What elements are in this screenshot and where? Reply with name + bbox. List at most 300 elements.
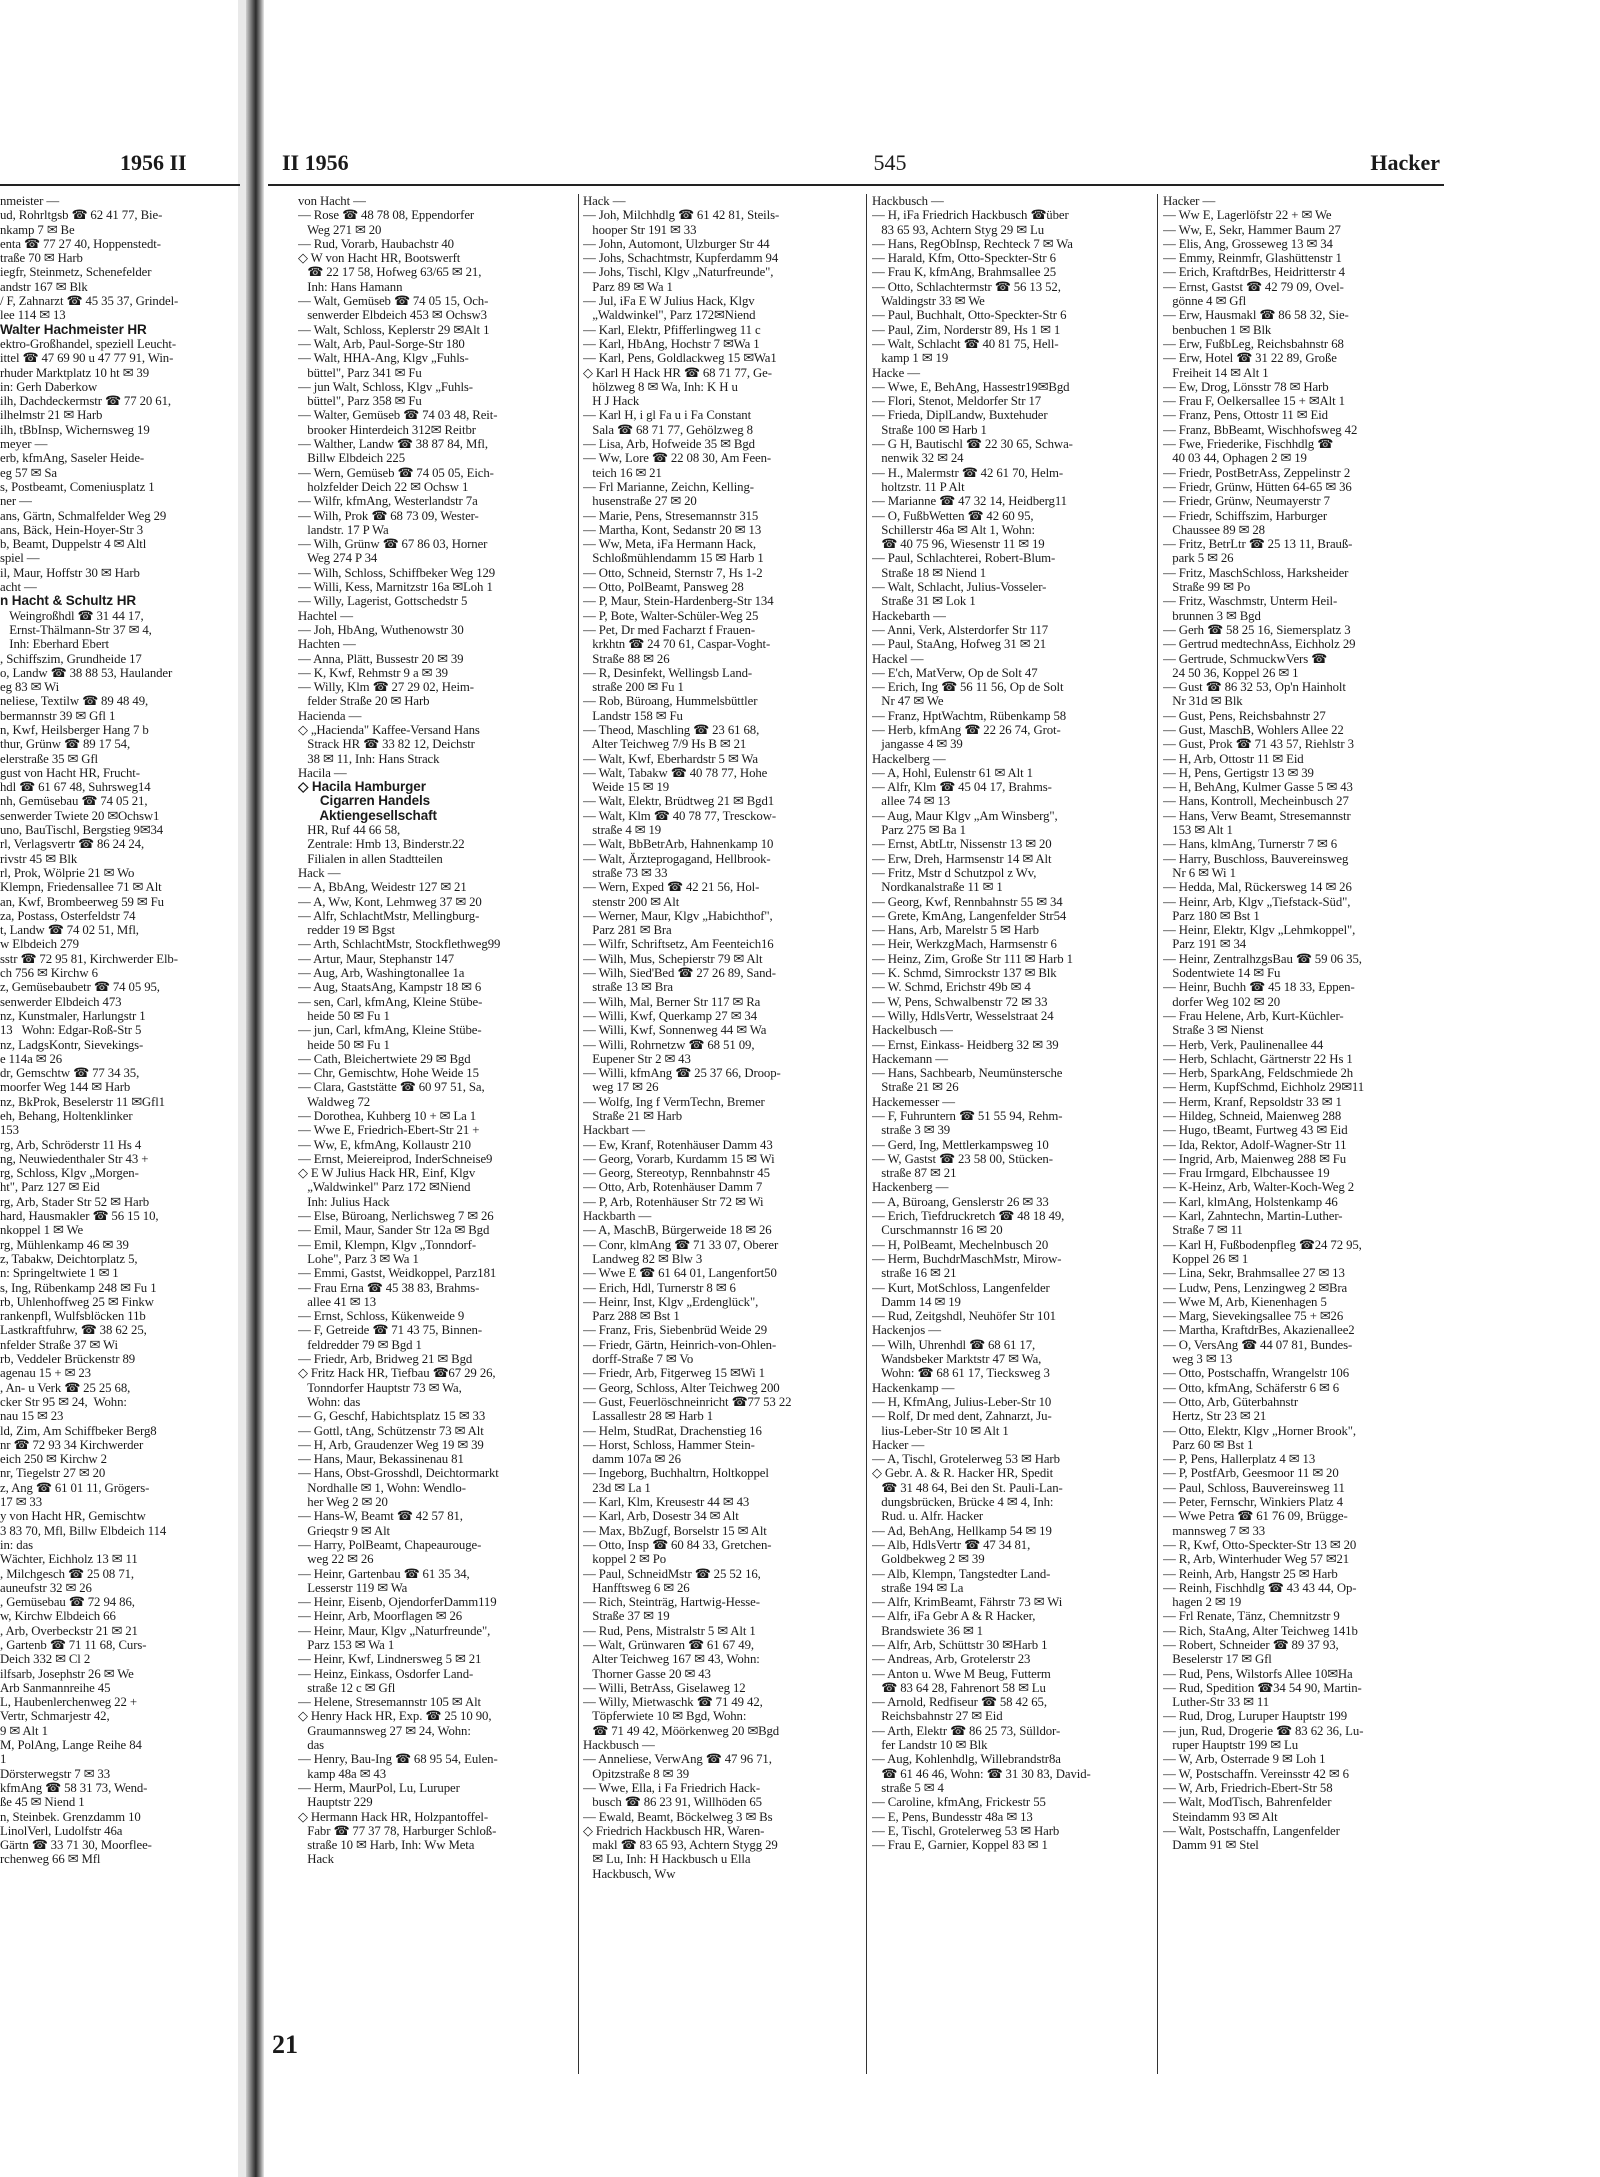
directory-entry-line: Vertr, Schmarjestr 42, [0, 1709, 110, 1724]
directory-entry-line: „Waldwinkel", Parz 172✉Niend [583, 308, 756, 323]
directory-entry-line: Nordkanalstraße 11 ✉ 1 [872, 880, 1003, 895]
directory-entry-line: Hackel — [872, 651, 924, 666]
directory-entry-line: Parz 288 ✉ Bst 1 [583, 1309, 680, 1324]
directory-entry-line: w Elbdeich 279 [0, 937, 79, 952]
directory-entry-line: Hacker — [872, 1437, 925, 1452]
directory-entry-line: il, Maur, Hoffstr 30 ✉ Harb [0, 565, 140, 580]
directory-entry-line: — Heinr, Maur, Klgv „Naturfreunde", [298, 1623, 491, 1638]
directory-entry-line: — Gust, MaschB, Wohlers Allee 22 [1163, 722, 1344, 737]
directory-entry-line: — Frau Helene, Arb, Kurt-Küchler- [1163, 1008, 1344, 1023]
directory-entry-line: — Elis, Ang, Grosseweg 13 ✉ 34 [1163, 236, 1333, 251]
directory-entry-line: — Rolf, Dr med dent, Zahnarzt, Ju- [872, 1409, 1052, 1424]
directory-entry-line: — Willy, Klm ☎ 27 29 02, Heim- [298, 680, 474, 695]
directory-entry-line: Walter Hachmeister HR [0, 321, 147, 337]
directory-entry-line: Steindamm 93 ✉ Alt [1163, 1809, 1278, 1824]
directory-column-left-page [0, 194, 238, 2114]
directory-entry-line: felder Straße 20 ✉ Harb [298, 694, 430, 709]
directory-entry-line: nfelder Straße 37 ✉ Wi [0, 1337, 118, 1352]
directory-entry-line: — Heinr, Elektr, Klgv „Lehmkoppel", [1163, 923, 1356, 938]
directory-entry-line: — Ew, Kranf, Rotenhäuser Damm 43 [583, 1137, 773, 1152]
directory-entry-line: za, Postass, Osterfeldstr 74 [0, 908, 136, 923]
directory-entry-line: — R, Kwf, Otto-Speckter-Str 13 ✉ 20 [1163, 1537, 1357, 1552]
directory-entry-line: eh, Behang, Holtenklinker [0, 1109, 133, 1123]
directory-entry-line: — Friedr, Arb, Fitgerweg 15 ✉Wi 1 [583, 1366, 765, 1381]
directory-entry-line: Parz 275 ✉ Ba 1 [872, 823, 966, 838]
directory-entry-line: Zentrale: Hmb 13, Binderstr.22 [298, 837, 465, 852]
directory-entry-line: — K. Schmd, Simrockstr 137 ✉ Blk [872, 966, 1057, 981]
directory-entry-line: — Franz, BbBeamt, Wischhofsweg 42 [1163, 422, 1358, 437]
directory-entry-line: Hacila — [298, 765, 347, 780]
directory-entry-line: in: das [0, 1537, 34, 1552]
directory-entry-line: 40 03 44, Ophagen 2 ✉ 19 [1163, 451, 1307, 466]
directory-entry-line: rg, Arb, Schröderstr 11 Hs 4 [0, 1137, 142, 1152]
directory-entry-line: gönne 4 ✉ Gfl [1163, 294, 1247, 309]
directory-entry-line: Lesserstr 119 ✉ Wa [298, 1580, 408, 1595]
directory-entry-line: — Pet, Dr med Facharzt f Frauen- [583, 622, 755, 637]
directory-entry-line: — Gerd, Ing, Mettlerkampsweg 10 [872, 1137, 1049, 1152]
directory-entry-line: weg 3 ✉ 13 [1163, 1352, 1233, 1367]
directory-entry-line: ng, Neuwiedenthaler Str 43 + [0, 1151, 149, 1166]
directory-entry-line: — Paul, SchneidMstr ☎ 25 52 16, [583, 1566, 761, 1581]
directory-entry-line: — Hans, Verw Beamt, Stresemannstr [1163, 808, 1351, 823]
directory-entry-line: Straße 37 ✉ 19 [583, 1609, 670, 1624]
column-divider [1157, 194, 1158, 2074]
directory-entry-line: — A, BbAng, Weidestr 127 ✉ 21 [298, 880, 467, 895]
directory-entry-line: — Fritz, Mstr d Schutzpol z Wv, [872, 865, 1037, 880]
directory-entry-line: hard, Hausmakler ☎ 56 15 10, [0, 1209, 159, 1224]
directory-entry-line: — H, KfmAng, Julius-Leber-Str 10 [872, 1394, 1052, 1409]
directory-entry-line: Schloßmühlendamm 15 ✉ Harb 1 [583, 551, 764, 566]
directory-entry-line: meyer — [0, 437, 48, 452]
directory-entry-line: — Cath, Bleichertwiete 29 ✉ Bgd [298, 1051, 471, 1066]
directory-entry-line: — Hans-W, Beamt ☎ 42 57 81, [298, 1509, 463, 1524]
directory-entry-line: agenau 15 + ✉ 23 [0, 1366, 91, 1381]
directory-column-3 [872, 194, 1150, 2114]
directory-entry-line: — A, Büroang, Genslerstr 26 ✉ 33 [872, 1194, 1049, 1209]
directory-entry-line: — Rud, Zeitgshdl, Neuhöfer Str 101 [872, 1309, 1056, 1324]
directory-entry-line: dorff-Straße 7 ✉ Vo [583, 1352, 694, 1367]
directory-entry-line: — Otto, Elektr, Klgv „Horner Brook", [1163, 1423, 1357, 1438]
directory-entry-line: — G H, Bautischl ☎ 22 30 65, Schwa- [872, 437, 1073, 452]
directory-entry-line: ch 756 ✉ Kirchw 6 [0, 966, 98, 981]
directory-entry-line: — Gust, Pens, Reichsbahnstr 27 [1163, 708, 1326, 723]
directory-entry-line: — Wilh, Prok ☎ 68 73 09, Wester- [298, 508, 479, 523]
directory-column-4 [1163, 194, 1438, 2114]
directory-entry-line: ☎ 40 75 96, Wiesenstr 11 ✉ 19 [872, 537, 1045, 552]
directory-entry-line: — Ernst, Gastst ☎ 42 79 09, Ovel- [1163, 279, 1344, 294]
directory-entry-line: — Rud, Drog, Luruper Hauptstr 199 [1163, 1709, 1348, 1724]
directory-entry-line: — A, MaschB, Bürgerweide 18 ✉ 26 [583, 1223, 772, 1238]
directory-entry-line: — Otto, Schneid, Sternstr 7, Hs 1-2 [583, 565, 763, 580]
directory-entry-line: Lassallestr 28 ✉ Harb 1 [583, 1409, 714, 1424]
directory-entry-line: — Alfr, Arb, Schüttstr 30 ✉Harb 1 [872, 1637, 1048, 1652]
directory-entry-line: krkhtn ☎ 24 70 61, Caspar-Voght- [583, 637, 771, 652]
directory-entry-line: büttel", Parz 358 ✉ Fu [298, 394, 422, 409]
directory-entry-line: — Willi, Kwf, Querkamp 27 ✉ 34 [583, 1008, 758, 1023]
directory-entry-line: — Erw, Dreh, Harmsenstr 14 ✉ Alt [872, 851, 1052, 866]
directory-entry-line: enta ☎ 77 27 40, Hoppenstedt- [0, 236, 161, 251]
directory-entry-line: Straße 99 ✉ Po [1163, 580, 1251, 595]
directory-entry-line: — Paul, StaAng, Hofweg 31 ✉ 21 [872, 637, 1047, 652]
directory-entry-line: — Walt, Postschaffn, Langenfelder [1163, 1823, 1340, 1838]
directory-entry-line: Freiheit 14 ✉ Alt 1 [1163, 365, 1269, 380]
directory-entry-line: — Ad, BehAng, Hellkamp 54 ✉ 19 [872, 1523, 1052, 1538]
directory-entry-line: — Fritz, Waschmstr, Unterm Heil- [1163, 594, 1338, 609]
directory-entry-line: traße 70 ✉ Harb [0, 251, 83, 266]
directory-entry-line: — Paul, Buchhalt, Otto-Speckter-Str 6 [872, 308, 1067, 323]
directory-entry-line: — Gertrud medtechnAss, Eichholz 29 [1163, 637, 1356, 652]
left-page-rule [0, 184, 240, 186]
directory-entry-line: — Hans, klmAng, Turnerstr 7 ✉ 6 [1163, 837, 1337, 852]
directory-entry-line: — John, Automont, Ulzburger Str 44 [583, 236, 770, 251]
directory-entry-line: — Rob, Büroang, Hummelsbüttler [583, 694, 758, 709]
directory-entry-line: nz, Kunstmaler, Harlungstr 1 [0, 1008, 146, 1023]
directory-entry-line: — A, Ww, Kont, Lehmweg 37 ✉ 20 [298, 894, 482, 909]
directory-entry-line: — Walt, Schlacht ☎ 40 81 75, Hell- [872, 336, 1059, 351]
directory-entry-line: — Ww, Meta, iFa Hermann Hack, [583, 537, 757, 552]
directory-entry-line: z, Gemüsebaubetr ☎ 74 05 95, [0, 980, 160, 995]
directory-entry-line: — Gust, Feuerlöschneinricht ☎77 53 22 [583, 1394, 792, 1409]
directory-entry-line: Eupener Str 2 ✉ 43 [583, 1051, 691, 1066]
directory-entry-line: Hack — [298, 865, 341, 880]
directory-entry-line: — Grete, KmAng, Langenfelder Str54 [872, 908, 1067, 923]
directory-entry-line: — Artur, Maur, Stephanstr 147 [298, 951, 455, 966]
directory-entry-line: — Wwe E, Friedrich-Ebert-Str 21 + [298, 1123, 480, 1138]
directory-entry-line: 153 ✉ Alt 1 [1163, 823, 1233, 838]
directory-entry-line: ilh, tBbInsp, Wichernsweg 19 [0, 422, 150, 437]
directory-entry-line: Wohn: das [298, 1394, 361, 1409]
directory-entry-line: — Harry, PolBeamt, Chapeaurouge- [298, 1537, 482, 1552]
directory-entry-line: — Willi, Rohrnetzw ☎ 68 51 09, [583, 1037, 755, 1052]
directory-entry-line: — Andreas, Arb, Grotelerstr 23 [872, 1652, 1031, 1667]
directory-entry-line: straße 12 c ✉ Gfl [298, 1680, 396, 1695]
directory-entry-line: husenstraße 27 ✉ 20 [583, 494, 697, 509]
directory-entry-line: — Erich, Tiefdruckretch ☎ 48 18 49, [872, 1209, 1065, 1224]
directory-entry-line: s, Postbeamt, Comeniusplatz 1 [0, 479, 155, 494]
directory-entry-line: eg 57 ✉ Sa [0, 465, 57, 480]
directory-entry-line: — Frieda, DiplLandw, Buxtehuder [872, 408, 1048, 423]
directory-entry-line: nz, LadgsKontr, Sievekings- [0, 1037, 144, 1052]
directory-entry-line: — Walther, Landw ☎ 38 87 84, Mfl, [298, 437, 488, 452]
directory-entry-line: — jun Walt, Schloss, Klgv „Fuhls- [298, 379, 473, 394]
directory-entry-line: weg 17 ✉ 26 [583, 1080, 659, 1095]
directory-entry-line: HR, Ruf 44 66 58, [298, 823, 401, 838]
directory-entry-line: ◇ Hermann Hack HR, Holzpantoffel- [298, 1809, 489, 1824]
directory-entry-line: — Aug, StaatsAng, Kampstr 18 ✉ 6 [298, 980, 482, 995]
directory-entry-line: Wandsbeker Marktstr 47 ✉ Wa, [872, 1352, 1042, 1367]
directory-entry-line: dorfer Weg 102 ✉ 20 [1163, 994, 1281, 1009]
directory-entry-line: — Marg, Sievekingsallee 75 + ✉26 [1163, 1309, 1344, 1324]
directory-entry-line: 17 ✉ 33 [0, 1495, 43, 1510]
directory-entry-line: — W, Arb, Osterrade 9 ✉ Loh 1 [1163, 1752, 1326, 1767]
directory-entry-line: — Emmi, Gastst, Weidkoppel, Parz181 [298, 1266, 497, 1281]
directory-entry-line: ße 45 ✉ Niend 1 [0, 1795, 85, 1810]
directory-entry-line: L, Haubenlerchenweg 22 + [0, 1695, 137, 1710]
directory-entry-line: Hackebarth — [872, 608, 946, 623]
directory-entry-line: — Walt, Gemüseb ☎ 74 05 15, Och- [298, 294, 489, 309]
directory-entry-line: — Aug, Kohlenhdlg, Willebrandstr8a [872, 1752, 1061, 1767]
directory-entry-line: — Rich, StaAng, Alter Teichweg 141b [1163, 1623, 1358, 1638]
directory-entry-line: Parz 153 ✉ Wa 1 [298, 1637, 395, 1652]
directory-entry-line: — Ww, E, kfmAng, Kollaustr 210 [298, 1137, 471, 1152]
directory-entry-line: — Willi, kfmAng ☎ 25 37 66, Droop- [583, 1066, 781, 1081]
directory-entry-line: weg 22 ✉ 26 [298, 1552, 374, 1567]
directory-entry-line: — Heinz, Zim, Große Str 111 ✉ Harb 1 [872, 951, 1073, 966]
directory-entry-line: — Walt, Elektr, Brüdtweg 21 ✉ Bgd1 [583, 794, 775, 809]
directory-entry-line: — E, Pens, Bundesstr 48a ✉ 13 [872, 1809, 1033, 1824]
directory-entry-line: — W, Gastst ☎ 23 58 00, Stücken- [872, 1151, 1053, 1166]
directory-entry-line: ilh, Dachdeckermstr ☎ 77 20 61, [0, 394, 171, 409]
directory-entry-line: — Erw, FußbLeg, Reichsbahnstr 68 [1163, 336, 1344, 351]
directory-entry-line: rb, Veddeler Brückenstr 89 [0, 1352, 136, 1367]
directory-entry-line: Hackelbusch — [872, 1023, 953, 1038]
directory-entry-line: Straße 21 ✉ Harb [583, 1109, 683, 1123]
directory-entry-line: Lohe", Parz 3 ✉ Wa 1 [298, 1251, 419, 1266]
directory-entry-line: hdl ☎ 61 67 48, Suhrsweg14 [0, 780, 151, 795]
directory-entry-line: — Otto, Arb, Rotenhäuser Damm 7 [583, 1180, 763, 1195]
directory-entry-line: — Wilh, Grünw ☎ 67 86 03, Horner [298, 537, 488, 552]
left-page-edge [238, 0, 246, 2177]
directory-entry-line: senwerder Elbdeich 453 ✉ Ochsw3 [298, 308, 487, 323]
directory-entry-line: rg, Mühlenkamp 46 ✉ 39 [0, 1237, 129, 1252]
directory-entry-line: Straße 100 ✉ Harb 1 [872, 422, 987, 437]
directory-entry-line: — Herm, MaurPol, Lu, Luruper [298, 1780, 460, 1795]
directory-entry-line: — Erw, Hausmakl ☎ 86 58 32, Sie- [1163, 308, 1349, 323]
directory-entry-line: — Reinh, Fischhdlg ☎ 43 43 44, Op- [1163, 1580, 1357, 1595]
directory-entry-line: — Willy, HdlsVertr, Wesselstraat 24 [872, 1008, 1054, 1023]
directory-entry-line: 23d ✉ La 1 [583, 1480, 651, 1495]
directory-entry-line: Hackelberg — [872, 751, 946, 766]
directory-entry-line: nr, Tiegelstr 27 ✉ 20 [0, 1466, 106, 1481]
directory-entry-line: , Schiffszim, Grundheide 17 [0, 651, 142, 666]
directory-entry-line: Straße 21 ✉ 26 [872, 1080, 959, 1095]
directory-entry-line: — Otto, Postschaffn, Wrangelstr 106 [1163, 1366, 1350, 1381]
directory-entry-line: — Willy, Lagerist, Gottschedstr 5 [298, 594, 468, 609]
directory-entry-line: von Hacht — [298, 194, 366, 208]
directory-entry-line: — Erich, Hdl, Turnerstr 8 ✉ 6 [583, 1280, 736, 1295]
directory-entry-line: — Hans, Maur, Bekassinenau 81 [298, 1452, 464, 1467]
directory-entry-line: — Frl Renate, Tänz, Chemnitzstr 9 [1163, 1609, 1340, 1624]
directory-entry-line: — Hans, Arb, Marelstr 5 ✉ Harb [872, 923, 1039, 938]
directory-entry-line: kamp 48a ✉ 43 [298, 1766, 387, 1781]
directory-entry-line: auneufstr 32 ✉ 26 [0, 1580, 92, 1595]
directory-entry-line: ittel ☎ 47 69 90 u 47 77 91, Win- [0, 351, 174, 366]
directory-entry-line: s, Ing, Rübenkamp 248 ✉ Fu 1 [0, 1280, 157, 1295]
directory-entry-line: — Helene, Stresemannstr 105 ✉ Alt [298, 1695, 481, 1710]
directory-entry-line: — Otto, kfmAng, Schäferstr 6 ✉ 6 [1163, 1380, 1339, 1395]
directory-entry-line: Weg 274 P 34 [298, 551, 378, 566]
directory-entry-line: Waldingstr 33 ✉ We [872, 294, 985, 309]
directory-entry-line: holzfelder Deich 22 ✉ Ochsw 1 [298, 479, 469, 494]
directory-entry-line: — Heinr, Buchh ☎ 45 18 33, Eppen- [1163, 980, 1355, 995]
right-page-header: II 1956 [282, 150, 349, 175]
directory-entry-line: eich 250 ✉ Kirchw 2 [0, 1452, 107, 1467]
directory-entry-line: — Wilh, Uhrenhdl ☎ 68 61 17, [872, 1337, 1036, 1352]
directory-entry-line: rhuder Marktplatz 10 ht ✉ 39 [0, 365, 150, 380]
directory-entry-line: — Gerh ☎ 58 25 16, Siemersplatz 3 [1163, 622, 1351, 637]
directory-entry-line: — Georg, Kwf, Rennbahnstr 55 ✉ 34 [872, 894, 1063, 909]
directory-entry-line: — Harald, Kfm, Otto-Speckter-Str 6 [872, 251, 1056, 266]
directory-entry-line: Nr 6 ✉ Wi 1 [1163, 865, 1236, 880]
directory-entry-line: Hacienda — [298, 708, 362, 723]
directory-entry-line: — Herb, kfmAng ☎ 22 26 74, Grot- [872, 722, 1061, 737]
directory-entry-line: — Alfr, SchlachtMstr, Mellingburg- [298, 908, 480, 923]
directory-entry-line: o, Landw ☎ 38 88 53, Haulander [0, 665, 173, 680]
directory-entry-line: z, Ang ☎ 61 01 11, Grögers- [0, 1480, 150, 1495]
directory-entry-line: — Franz, Fris, Siebenbrüd Weide 29 [583, 1323, 768, 1338]
directory-entry-line: eg 83 ✉ Wi [0, 680, 60, 695]
directory-entry-line: cker Str 95 ✉ 24, Wohn: [0, 1394, 127, 1409]
directory-entry-line: — Martha, Kont, Sedanstr 20 ✉ 13 [583, 522, 762, 537]
directory-entry-line: — Walt, BbBetrArb, Hahnenkamp 10 [583, 837, 774, 852]
directory-entry-line: feldredder 79 ✉ Bgd 1 [298, 1337, 422, 1352]
directory-entry-line: Filialen in allen Stadtteilen [298, 851, 443, 866]
directory-entry-line: kamp 1 ✉ 19 [872, 351, 949, 366]
directory-entry-line: ◇ Gebr. A. & R. Hacker HR, Spedit [872, 1466, 1054, 1481]
directory-entry-line: teich 16 ✉ 21 [583, 465, 662, 480]
directory-entry-line: — Ew, Drog, Lönsstr 78 ✉ Harb [1163, 379, 1329, 394]
directory-entry-line: benbuchen 1 ✉ Blk [1163, 322, 1272, 337]
directory-entry-line: Sala ☎ 68 71 77, Gehölzweg 8 [583, 422, 753, 437]
directory-entry-line: — Arth, Elektr ☎ 86 25 73, Sülldor- [872, 1723, 1061, 1738]
directory-entry-line: — Heinr, Kwf, Lindnersweg 5 ✉ 21 [298, 1652, 482, 1667]
directory-entry-line: — Frl Marianne, Zeichn, Kelling- [583, 479, 754, 494]
directory-entry-line: ilhelmstr 21 ✉ Harb [0, 408, 103, 423]
directory-entry-line: Tonndorfer Hauptstr 73 ✉ Wa, [298, 1380, 462, 1395]
directory-entry-line: — Walter, Gemüseb ☎ 74 03 48, Reit- [298, 408, 498, 423]
directory-entry-line: — Gertrude, SchmuckwVers ☎ [1163, 651, 1328, 666]
directory-entry-line: — Frau K, kfmAng, Brahmsallee 25 [872, 265, 1057, 280]
directory-entry-line: — Flori, Stenot, Meldorfer Str 17 [872, 394, 1042, 409]
directory-entry-line: Chaussee 89 ✉ 28 [1163, 522, 1265, 537]
directory-entry-line: — Walt, ModTisch, Bahrenfelder [1163, 1795, 1332, 1810]
directory-entry-line: nz, BkProk, Beselerstr 11 ✉Gfl1 [0, 1094, 165, 1109]
directory-entry-line: Landweg 82 ✉ Blw 3 [583, 1251, 703, 1266]
directory-entry-line: allee 74 ✉ 13 [872, 794, 951, 809]
directory-entry-line: andstr 167 ✉ Blk [0, 279, 88, 294]
directory-entry-line: — W. Schmd, Erichstr 49b ✉ 4 [872, 980, 1031, 995]
directory-entry-line: nkamp 7 ✉ Be [0, 222, 75, 237]
directory-entry-line: — Ww, Lore ☎ 22 08 30, Am Feen- [583, 451, 772, 466]
directory-entry-line: ld, Zim, Am Schiffbeker Berg8 [0, 1423, 157, 1438]
directory-entry-line: — Karl, Klm, Kreusestr 44 ✉ 43 [583, 1495, 750, 1510]
directory-entry-line: rivstr 45 ✉ Blk [0, 851, 78, 866]
directory-entry-line: an, Kwf, Brombeerweg 59 ✉ Fu [0, 894, 164, 909]
directory-entry-line: — Karl, Elektr, Pfifferlingweg 11 c [583, 322, 761, 337]
directory-entry-line: Dörsterwegstr 7 ✉ 33 [0, 1766, 111, 1781]
directory-entry-line: — jun, Carl, kfmAng, Kleine Stübe- [298, 1023, 482, 1038]
directory-entry-line: Damm 14 ✉ 19 [872, 1294, 961, 1309]
directory-entry-line: — G, Geschf, Habichtsplatz 15 ✉ 33 [298, 1409, 486, 1424]
directory-entry-line: Sodentwiete 14 ✉ Fu [1163, 966, 1281, 981]
directory-entry-line: büttel", Parz 341 ✉ Fu [298, 365, 422, 380]
directory-entry-line: — Karl, Zahntechn, Martin-Luther- [1163, 1209, 1343, 1224]
directory-entry-line: — Paul, Zim, Norderstr 89, Hs 1 ✉ 1 [872, 322, 1061, 337]
directory-entry-line: — O, FußbWetten ☎ 42 60 95, [872, 508, 1034, 523]
directory-entry-line: — Wern, Exped ☎ 42 21 56, Hol- [583, 880, 760, 895]
directory-entry-line: — Walt, Arb, Paul-Sorge-Str 180 [298, 336, 465, 351]
directory-entry-line: fer Landstr 10 ✉ Blk [872, 1738, 988, 1753]
directory-entry-line: — Theod, Maschling ☎ 23 61 68, [583, 722, 760, 737]
directory-entry-line: — Emil, Maur, Sander Str 12a ✉ Bgd [298, 1223, 490, 1238]
directory-entry-line: — Herb, Schlacht, Gärtnerstr 22 Hs 1 [1163, 1051, 1353, 1066]
directory-entry-line: — O, VersAng ☎ 44 07 81, Bundes- [1163, 1337, 1353, 1352]
directory-entry-line: M, PolAng, Lange Reihe 84 [0, 1738, 142, 1753]
directory-entry-line: t, Landw ☎ 74 02 51, Mfl, [0, 923, 139, 938]
directory-entry-line: — Georg, Schloss, Alter Teichweg 200 [583, 1380, 780, 1395]
directory-entry-line: bermannstr 39 ✉ Gfl 1 [0, 708, 116, 723]
directory-entry-line: — jun, Rud, Drogerie ☎ 83 62 36, Lu- [1163, 1723, 1364, 1738]
directory-entry-line: — Heinz, Einkass, Osdorfer Land- [298, 1666, 474, 1681]
directory-entry-line: park 5 ✉ 26 [1163, 551, 1234, 566]
directory-entry-line: — Johs, Schachtmstr, Kupferdamm 94 [583, 251, 779, 266]
directory-entry-line: — Karl H, i gl Fa u i Fa Constant [583, 408, 752, 423]
directory-entry-line: — Anneliese, VerwAng ☎ 47 96 71, [583, 1752, 772, 1767]
directory-entry-line: — A, Hohl, Eulenstr 61 ✉ Alt 1 [872, 765, 1033, 780]
directory-entry-line: Waldweg 72 [298, 1094, 371, 1109]
directory-entry-line: — Wilh, Mal, Berner Str 117 ✉ Ra [583, 994, 761, 1009]
directory-entry-line: n, Steinbek. Grenzdamm 10 [0, 1809, 141, 1824]
directory-entry-line: Hachtel — [298, 608, 353, 623]
directory-entry-line: nr ☎ 72 93 34 Kirchwerder [0, 1437, 144, 1452]
directory-entry-line: Reichsbahnstr 27 ✉ Eid [872, 1709, 1003, 1724]
directory-entry-line: Straße 18 ✉ Niend 1 [872, 565, 987, 580]
directory-entry-line: Deich 332 ✉ Cl 2 [0, 1652, 91, 1667]
directory-entry-line: — Friedr, Grünw, Hütten 64-65 ✉ 36 [1163, 479, 1352, 494]
directory-entry-line: — Anna, Plätt, Bussestr 20 ✉ 39 [298, 651, 464, 666]
directory-entry-line: ◇ E W Julius Hack HR, Einf, Klgv [298, 1166, 476, 1181]
directory-entry-line: straße 4 ✉ 19 [583, 823, 662, 838]
directory-entry-line: damm 107a ✉ 26 [583, 1452, 681, 1467]
directory-entry-line: ☎ 31 48 64, Bei den St. Pauli-Lan- [872, 1480, 1063, 1495]
directory-entry-line: — Wwe M, Arb, Kienenhagen 5 [1163, 1294, 1327, 1309]
directory-entry-line: — Martha, KraftdrBes, Akazienallee2 [1163, 1323, 1355, 1338]
directory-entry-line: ans, Bäck, Hein-Hoyer-Str 3 [0, 522, 144, 537]
directory-entry-line: — Walt, Kwf, Eberhardstr 5 ✉ Wa [583, 751, 758, 766]
directory-entry-line: — Emmy, Reinmfr, Glashüttenstr 1 [1163, 251, 1342, 266]
directory-entry-line: — Wilfr, Schriftsetz, Am Feenteich16 [583, 937, 774, 952]
directory-entry-line: Graumannsweg 27 ✉ 24, Wohn: [298, 1723, 471, 1738]
directory-entry-line: ☎ 83 64 28, Fahrenort 58 ✉ Lu [872, 1680, 1046, 1695]
directory-entry-line: n Hacht & Schultz HR [0, 593, 137, 609]
directory-entry-line: Parz 60 ✉ Bst 1 [1163, 1437, 1254, 1452]
directory-entry-line: — Werner, Maur, Klgv „Habichthof", [583, 908, 773, 923]
directory-entry-line: ◇ Henry Hack HR, Exp. ☎ 25 10 90, [298, 1709, 492, 1724]
directory-entry-line: — Franz, Pens, Ottostr 11 ✉ Eid [1163, 408, 1328, 423]
directory-entry-line: nkoppel 1 ✉ We [0, 1223, 84, 1238]
directory-entry-line: Wächter, Eichholz 13 ✉ 11 [0, 1552, 138, 1567]
directory-entry-line: rl, Prok, Wölprie 21 ✉ Wo [0, 865, 135, 880]
directory-entry-line: jangasse 4 ✉ 39 [872, 737, 963, 752]
directory-entry-line: / F, Zahnarzt ☎ 45 35 37, Grindel- [0, 294, 179, 309]
directory-entry-line: — Friedr, Gärtn, Heinrich-von-Ohlen- [583, 1337, 777, 1352]
directory-entry-line: ✉ Lu, Inh: H Hackbusch u Ella [583, 1852, 751, 1867]
directory-entry-line: — Karl, Arb, Dosestr 34 ✉ Alt [583, 1509, 739, 1524]
directory-entry-line: busch ☎ 86 23 91, Willhöden 65 [583, 1795, 762, 1810]
directory-entry-line: Hackenjos — [872, 1323, 941, 1338]
directory-entry-line: — Ernst, Schloss, Kükenweide 9 [298, 1309, 465, 1324]
directory-entry-line: — Herb, SparkAng, Feldschmiede 2h [1163, 1066, 1354, 1081]
directory-entry-line: — Erich, KraftdrBes, Heidritterstr 4 [1163, 265, 1345, 280]
directory-entry-line: Wohn: ☎ 68 61 17, Tiecksweg 3 [872, 1366, 1050, 1381]
directory-entry-line: nenwik 32 ✉ 24 [872, 451, 964, 466]
directory-entry-line: — Arnold, Redfiseur ☎ 58 42 65, [872, 1695, 1047, 1710]
directory-entry-line: — Alfr, Klm ☎ 45 04 17, Brahms- [872, 780, 1052, 795]
directory-entry-line: — Ernst, Meiereiprod, InderSchneise9 [298, 1151, 493, 1166]
directory-entry-line: — Emil, Klempn, Klgv „Tonndorf- [298, 1237, 476, 1252]
directory-entry-line: — Karl, klmAng, Holstenkamp 46 [1163, 1194, 1338, 1209]
directory-entry-line: — Anton u. Wwe M Beug, Futterm [872, 1666, 1051, 1681]
